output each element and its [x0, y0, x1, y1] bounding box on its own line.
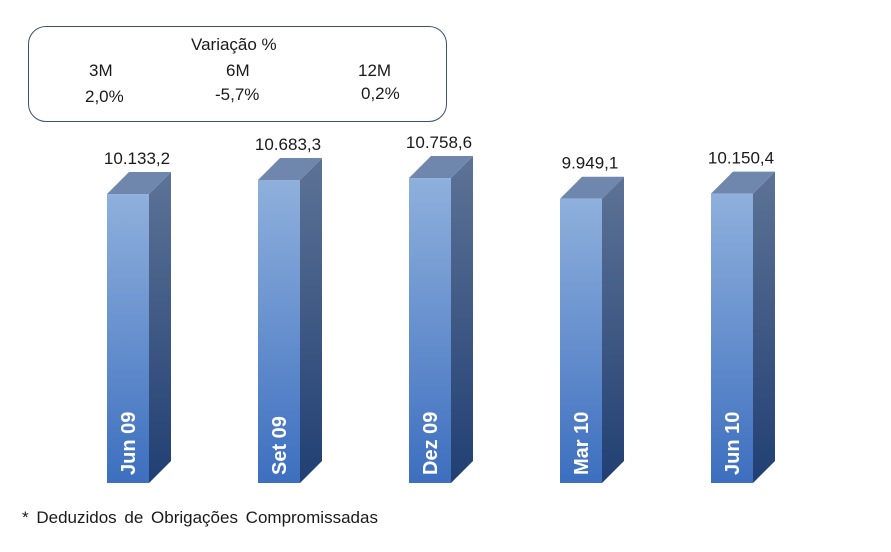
variation-title: Variação %: [191, 35, 277, 54]
category-label: Jun 09: [118, 411, 140, 475]
category-label: Jun 10: [722, 411, 744, 475]
data-label: 10.150,4: [707, 148, 775, 168]
data-label: 10.758,6: [405, 133, 473, 153]
bar-side-face: [602, 177, 624, 483]
period-value-6m: -5,7%: [215, 85, 260, 104]
bar-side-face: [149, 172, 171, 483]
bar-jun-10: [708, 149, 775, 483]
period-label-6m: 6M: [226, 61, 250, 80]
bar-set-09: [255, 135, 322, 483]
bar-mar-10: [560, 154, 624, 483]
period-value-3m: 2,0%: [85, 87, 124, 106]
bar-side-face: [753, 172, 775, 483]
period-label-3m: 3M: [89, 61, 113, 80]
data-label: 9.949,1: [561, 153, 619, 173]
data-label: 10.133,2: [103, 149, 171, 169]
bars-layer: [104, 133, 775, 483]
bar-side-face: [300, 158, 322, 483]
data-label: 10.683,3: [254, 134, 322, 154]
period-label-12m: 12M: [358, 61, 392, 80]
bar-dez-09: [406, 133, 473, 483]
footnote: * Deduzidos de Obrigações Compromissadas: [22, 508, 378, 527]
category-label: Dez 09: [420, 411, 442, 475]
category-label: Mar 10: [571, 411, 593, 475]
category-label: Set 09: [269, 416, 291, 475]
period-value-12m: 0,2%: [361, 84, 400, 103]
bar-jun-09: [104, 149, 171, 483]
bar-side-face: [451, 156, 473, 483]
